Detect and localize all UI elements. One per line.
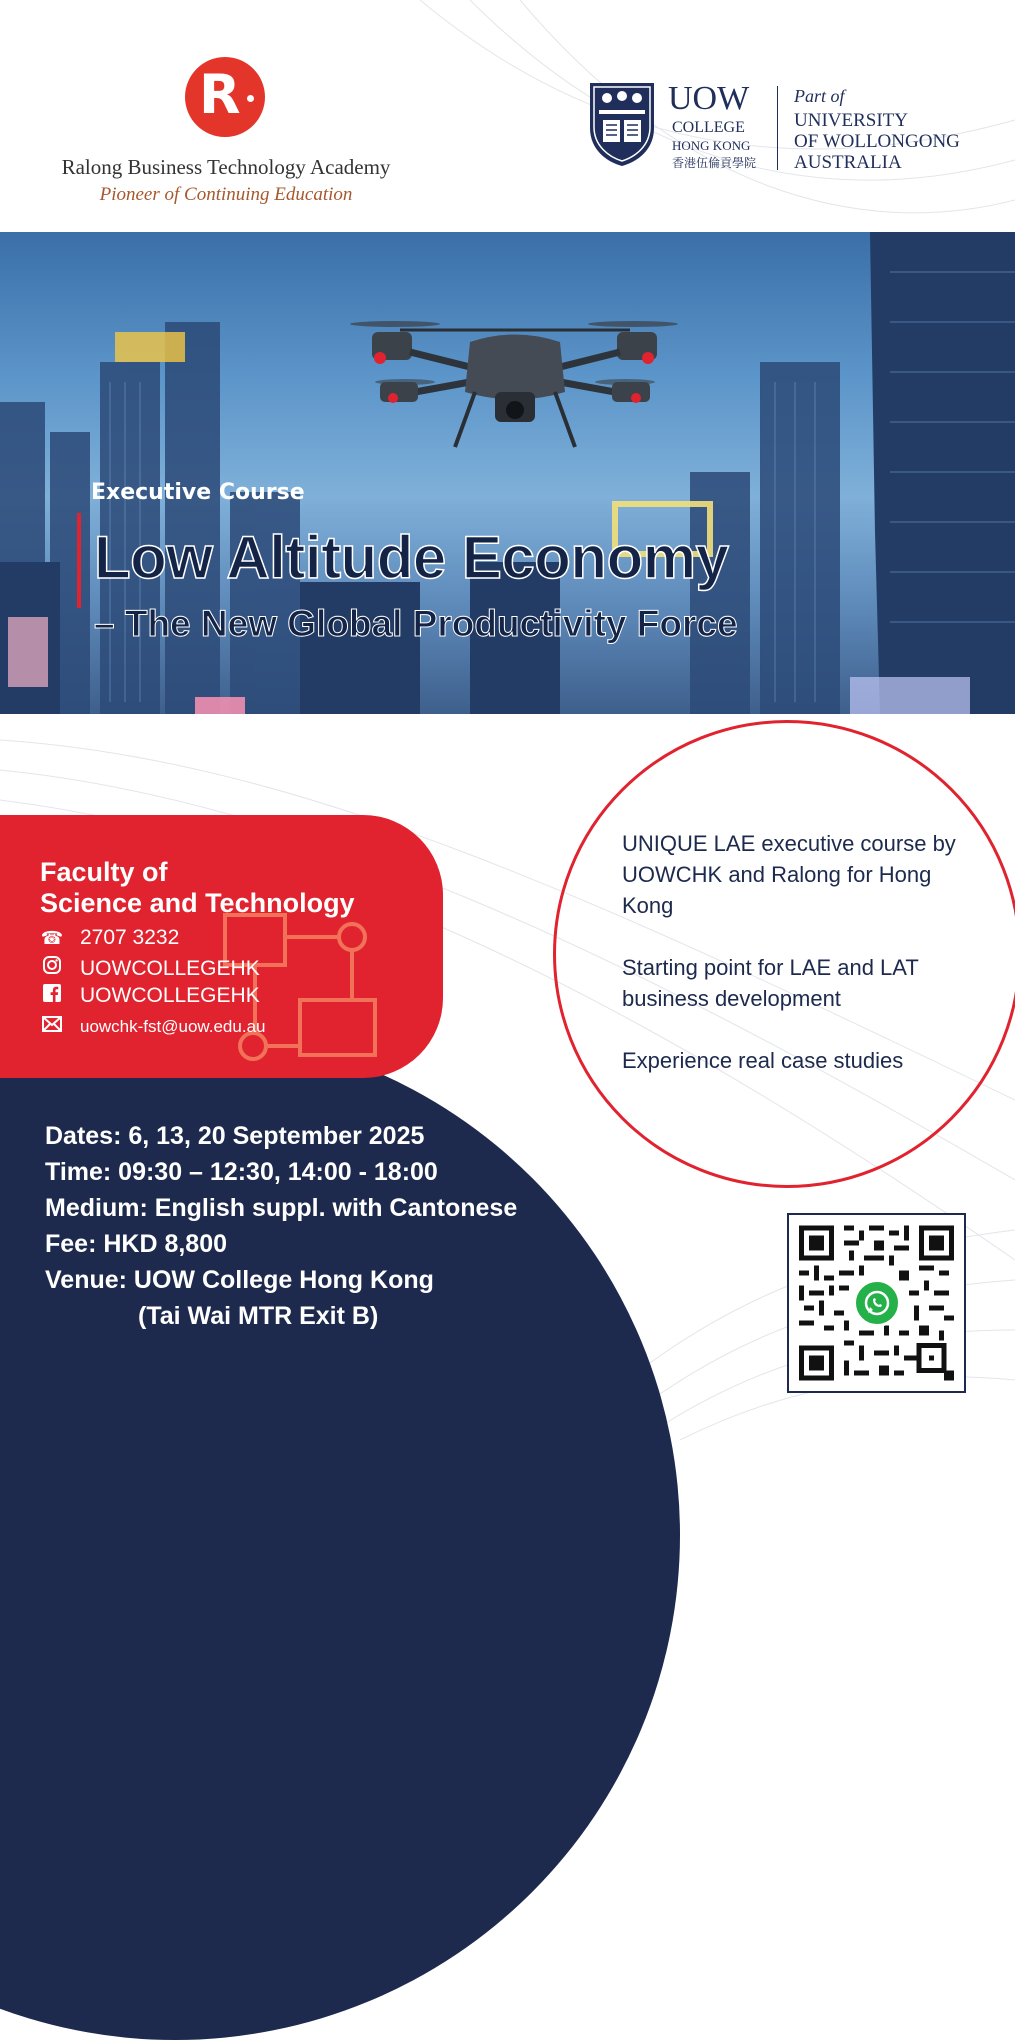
uow-hong-kong-label: HONG KONG [672,138,751,153]
highlight-item-2: Starting point for LAE and LAT business development [622,955,919,1011]
faculty-line-2: Science and Technology [40,888,355,918]
phone-number: 2707 3232 [80,926,180,949]
ralong-tagline: Pioneer of Continuing Education [99,184,353,205]
instagram-row[interactable] [40,955,260,981]
uow-college-label: COLLEGE [672,119,745,136]
instagram-handle: UOWCOLLEGEHK [80,957,260,980]
venue-note: (Tai Wai MTR Exit B) [138,1302,379,1330]
faculty-line-1: Faculty of [40,857,168,887]
phone-icon: ☎ [40,928,64,948]
university-name [794,110,960,173]
highlight-item-1: UNIQUE LAE executive course by UOWCHK and Ralong for Hong Kong [622,831,956,918]
email-address: uowchk-fst@uow.edu.au [80,1017,266,1036]
ralong-name: Ralong Business Technology Academy [61,155,391,179]
uow-title: UOW [668,80,750,117]
fee-line: Fee: HKD 8,800 [45,1230,228,1258]
dates-line: Dates: 6, 13, 20 September 2025 [45,1122,425,1150]
facebook-icon [40,984,64,1007]
ralong-logo-dot [247,95,254,102]
instagram-icon [40,955,64,980]
mail-icon [40,1016,64,1037]
header-divider [777,86,778,170]
medium-line: Medium: English suppl. with Cantonese [45,1194,518,1222]
phone-row[interactable] [40,926,179,950]
venue-line: Venue: UOW College Hong Kong [45,1266,434,1294]
highlights-list [622,828,982,1107]
title-accent-bar [77,513,81,608]
time-line: Time: 09:30 – 12:30, 14:00 - 18:00 [45,1158,438,1186]
uow-crest-icon [587,80,657,168]
email-row[interactable] [40,1014,265,1038]
course-type-label: Executive Course [91,480,305,505]
facebook-row[interactable] [40,984,260,1008]
part-of-label: Part of [794,86,845,106]
course-title: Low Altitude Economy [94,524,729,591]
ralong-logo-letter: R [199,63,241,126]
ralong-logo [185,57,265,137]
university-line-2: OF WOLLONGONG [794,131,960,152]
course-subtitle: – The New Global Productivity Force [94,603,738,644]
facebook-handle: UOWCOLLEGEHK [80,984,260,1007]
drone-illustration [350,321,678,447]
whatsapp-icon[interactable] [853,1279,901,1327]
university-line-3: AUSTRALIA [794,152,902,173]
uow-chinese-name: 香港伍倫貢學院 [672,156,757,170]
highlight-item-3: Experience real case studies [622,1048,904,1073]
university-line-1: UNIVERSITY [794,110,908,131]
faculty-name [40,857,355,919]
course-details [45,1118,517,1334]
